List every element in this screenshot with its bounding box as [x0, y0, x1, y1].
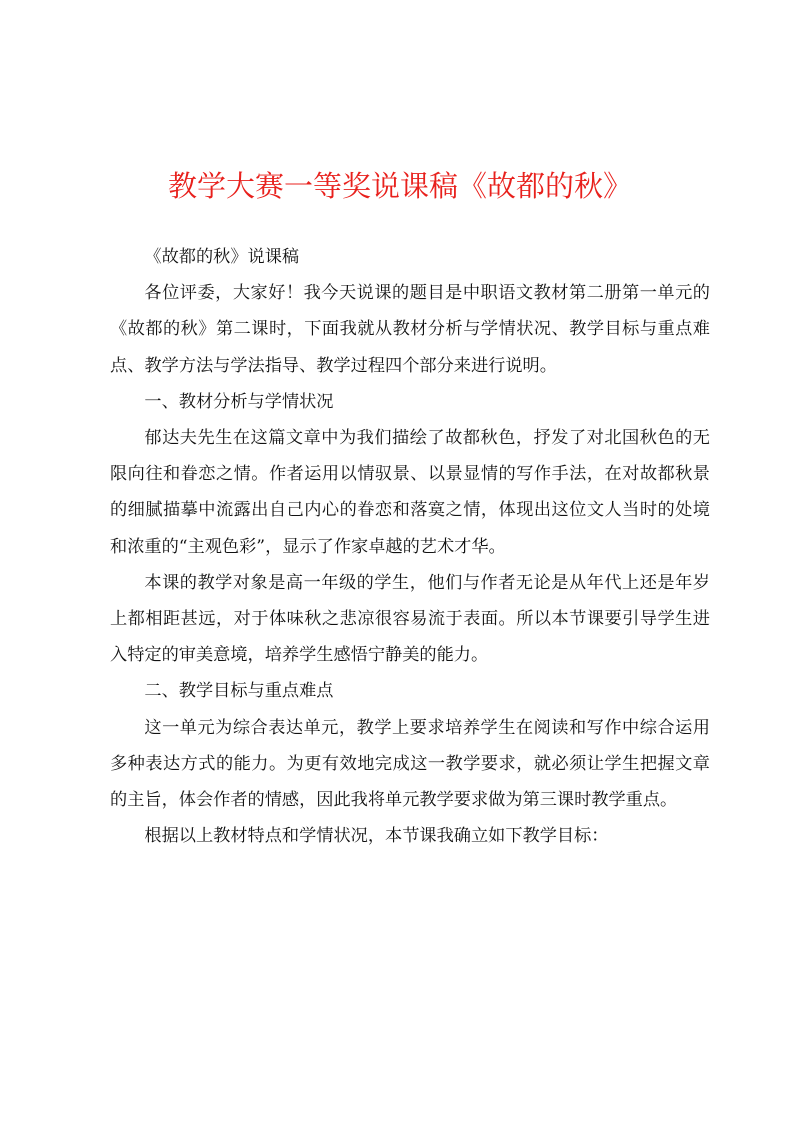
- paragraph-text-analysis: 郁达夫先生在这篇文章中为我们描绘了故都秋色，抒发了对北国秋色的无限向往和眷恋之情。作者运用以情驭景、以景显情的写作手法，在对故都秋景的细腻描摹中流露出自己内心的眷恋和落寞之情，体现出这位文人当时的处境和浓重的“主观色彩”，显示了作家卓越的艺术才华。: [110, 428, 710, 557]
- document-title: 教学大赛一等奖说课稿《故都的秋》: [167, 169, 632, 203]
- section-heading-2: 二、教学目标与重点难点: [144, 681, 334, 702]
- document-body: [110, 239, 710, 854]
- paragraph-subtitle: 《故都的秋》说课稿: [144, 247, 300, 267]
- paragraph-unit-requirements: 这一单元为综合表达单元，教学上要求培养学生在阅读和写作中综合运用多种表达方式的能力。为更有效地完成这一教学要求，就必须让学生把握文章的主旨，体会作者的情感，因此我将单元教学要求做为第三课时教学重点。: [110, 717, 710, 811]
- section-heading-1: 一、教材分析与学情状况: [144, 391, 334, 412]
- paragraph-greeting: 各位评委，大家好！我今天说课的题目是中职语文教材第二册第一单元的《故都的秋》第二课时，下面我就从教材分析与学情状况、教学目标与重点难点、教学方法与学法指导、教学过程四个部分来进行说明。: [110, 283, 710, 376]
- paragraph-student-analysis: 本课的教学对象是高一年级的学生，他们与作者无论是从年代上还是年岁上都相距甚远，对于体味秋之悲凉很容易流于表面。所以本节课要引导学生进入特定的审美意境，培养学生感悟宁静美的能力。: [110, 572, 710, 666]
- paragraph-objectives-intro: 根据以上教材特点和学情状况，本节课我确立如下教学目标：: [144, 826, 609, 847]
